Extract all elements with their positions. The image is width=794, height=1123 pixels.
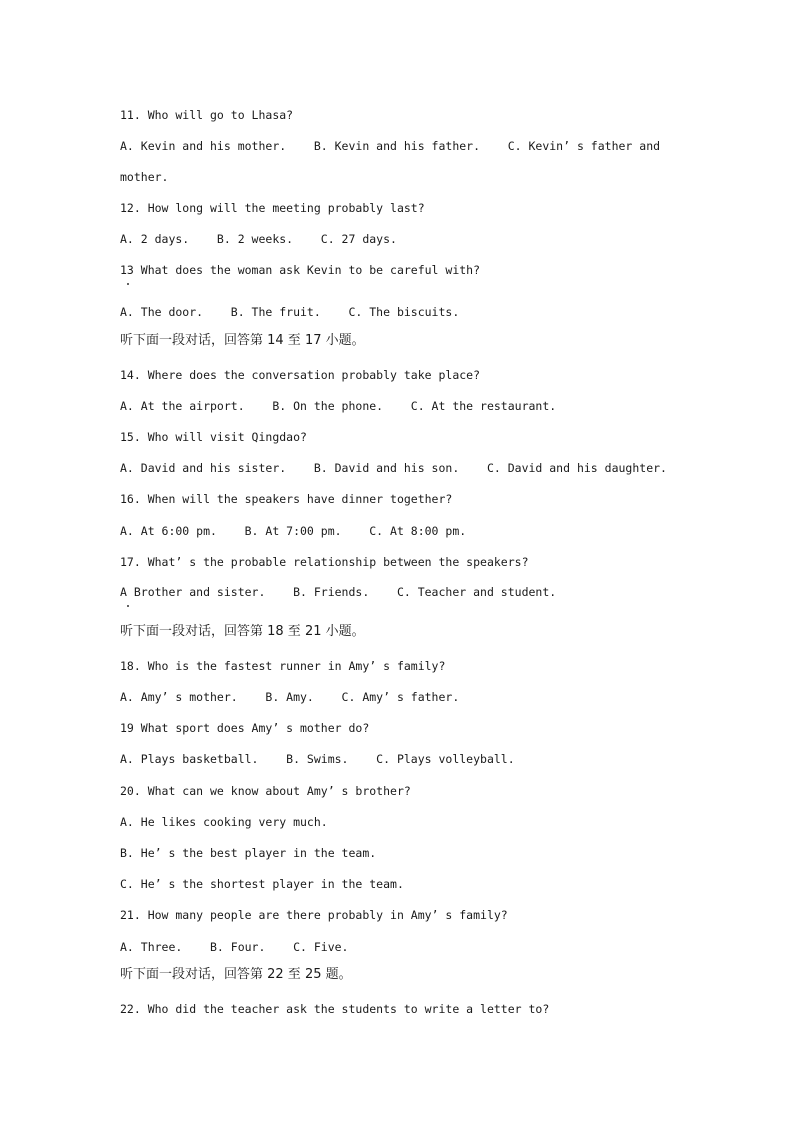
- question-20-option-a: A. He likes cooking very much.: [120, 815, 328, 829]
- question-12-options: A. 2 days. B. 2 weeks. C. 27 days.: [120, 232, 397, 246]
- question-20-option-c: C. He’ s the shortest player in the team.: [120, 877, 404, 891]
- question-11-options-cont: mother.: [120, 170, 169, 184]
- question-19-options: A. Plays basketball. B. Swims. C. Plays volleyball.: [120, 752, 515, 766]
- question-13: 13 What does the woman ask Kevin to be careful with?: [120, 263, 481, 277]
- question-21-options: A. Three. B. Four. C. Five.: [120, 940, 349, 954]
- question-14: 14. Where does the conversation probably take place?: [120, 368, 481, 382]
- section-instruction-14-17: 听下面一段对话，回答第 14 至 17 小题。: [120, 333, 365, 348]
- question-20: 20. What can we know about Amy’ s brother?: [120, 784, 411, 798]
- question-21: 21. How many people are there probably in Amy’ s family?: [120, 908, 508, 922]
- question-11-options: A. Kevin and his mother. B. Kevin and his father. C. Kevin’ s father and: [120, 139, 661, 153]
- question-22: 22. Who did the teacher ask the students to write a letter to?: [120, 1002, 550, 1016]
- question-18: 18. Who is the fastest runner in Amy’ s family?: [120, 659, 446, 673]
- question-11: 11. Who will go to Lhasa?: [120, 108, 294, 122]
- question-17: 17. What’ s the probable relationship between the speakers?: [120, 555, 529, 569]
- question-16-options: A. At 6:00 pm. B. At 7:00 pm. C. At 8:00 pm.: [120, 524, 467, 538]
- question-13-options: A. The door. B. The fruit. C. The biscuits.: [120, 305, 460, 319]
- question-18-options: A. Amy’ s mother. B. Amy. C. Amy’ s father.: [120, 690, 460, 704]
- question-15: 15. Who will visit Qingdao?: [120, 430, 307, 444]
- dot-mark: [127, 605, 129, 607]
- question-19: 19 What sport does Amy’ s mother do?: [120, 721, 370, 735]
- question-20-option-b: B. He’ s the best player in the team.: [120, 846, 377, 860]
- question-12: 12. How long will the meeting probably last?: [120, 201, 425, 215]
- question-15-options: A. David and his sister. B. David and his son. C. David and his daughter.: [120, 461, 667, 475]
- question-17-options: A Brother and sister. B. Friends. C. Teacher and student.: [120, 585, 557, 599]
- question-14-options: A. At the airport. B. On the phone. C. At the restaurant.: [120, 399, 557, 413]
- question-16: 16. When will the speakers have dinner together?: [120, 492, 453, 506]
- section-instruction-22-25: 听下面一段对话，回答第 22 至 25 题。: [120, 967, 352, 982]
- section-instruction-18-21: 听下面一段对话，回答第 18 至 21 小题。: [120, 624, 365, 639]
- dot-mark: [127, 283, 129, 285]
